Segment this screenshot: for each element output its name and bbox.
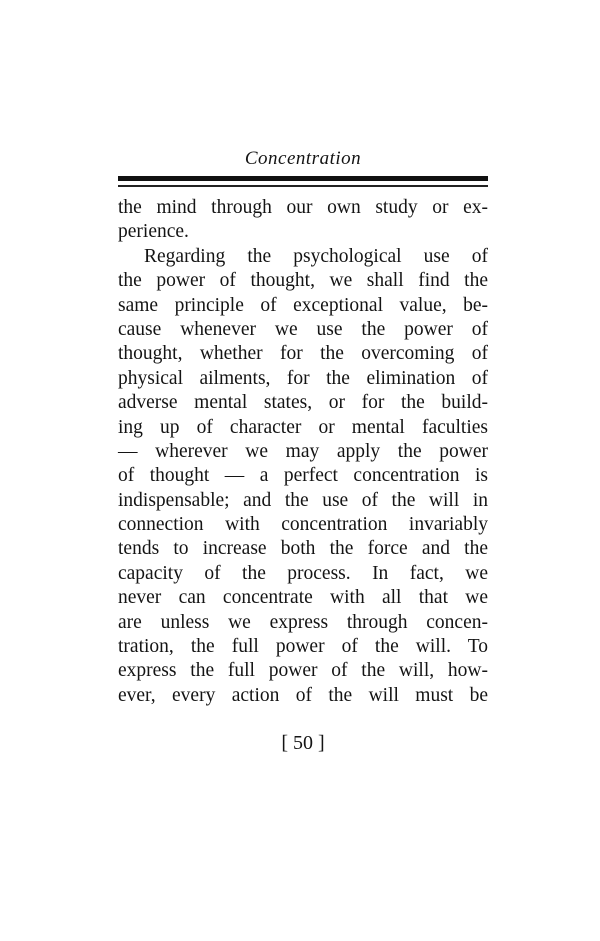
text-line: ing up of character or mental faculties	[118, 416, 488, 438]
text-line: the power of thought, we shall find the	[118, 270, 488, 292]
text-line: are unless we express through concen-	[118, 611, 488, 633]
text-line: perience.	[118, 221, 189, 243]
text-line: adverse mental states, or for the build-	[118, 392, 488, 414]
text-line: capacity of the process. In fact, we	[118, 562, 488, 584]
body-text	[118, 196, 488, 708]
text-line: — wherever we may apply the power	[118, 440, 488, 462]
text-line: physical ailments, for the elimination of	[118, 367, 488, 389]
text-line: same principle of exceptional value, be-	[118, 294, 488, 316]
text-line: never can concentrate with all that we	[118, 587, 488, 609]
text-line: cause whenever we use the power of	[118, 318, 488, 340]
header-rule-thick	[118, 176, 488, 181]
text-line: the mind through our own study or ex-	[118, 197, 488, 218]
page-number: [ 50 ]	[281, 732, 325, 754]
header-rule-thin	[118, 185, 488, 187]
text-line: connection with concentration invariably	[118, 514, 488, 536]
text-line: express the full power of the will, how-	[118, 660, 488, 682]
text-line: tration, the full power of the will. To	[118, 636, 488, 658]
text-line: thought, whether for the overcoming of	[118, 343, 488, 365]
text-line: indispensable; and the use of the will in	[118, 489, 488, 511]
text-line: tends to increase both the force and the	[118, 538, 488, 560]
text-line: of thought — a perfect concentration is	[118, 465, 488, 487]
running-head: Concentration	[244, 148, 362, 169]
text-line: ever, every action of the will must be	[118, 684, 488, 706]
text-line: Regarding the psychological use of	[144, 245, 488, 267]
